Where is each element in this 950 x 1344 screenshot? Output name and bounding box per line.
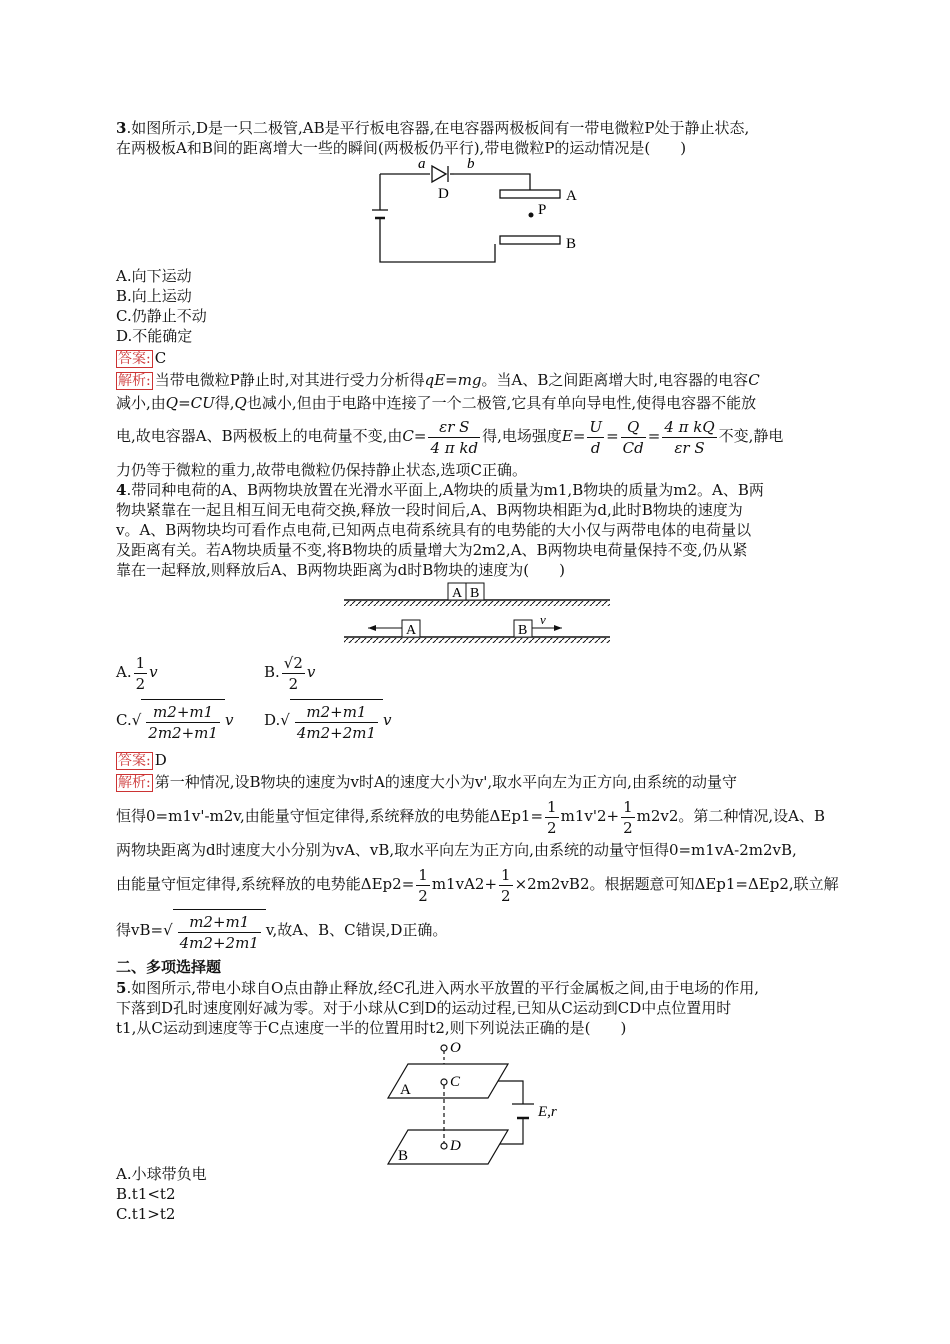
q4-stem-line1: 4.带同种电荷的A、B两物块放置在光滑水平面上,A物块的质量为m1,B物块的质量为m2。A、B两 [116, 481, 764, 499]
block-a-label-top: A [452, 586, 463, 601]
label-emf: E,r [538, 1104, 557, 1120]
block-b-label-top: B [470, 586, 480, 601]
q4-option-d: D.√ $\frac{m2+m1}{4m2+2m1}$ v [264, 698, 392, 744]
q3-analysis-line1: 解析: 当带电微粒P静止时,对其进行受力分析得qE=mg。当A、B之间距离增大时,电容器的电容C [118, 371, 760, 389]
particle-p [529, 213, 534, 218]
q4-analysis-line4: 由能量守恒定律得,系统释放的电势能ΔEp2= $\frac{1}{2}$ m1vA2+ $\frac{1}{2}$ ×2m2vB2。根据题意可知ΔEp1=ΔEp2,联立解 [116, 865, 839, 905]
q5-option-c: C.t1>t2 [116, 1205, 176, 1223]
q5-stem-line3: t1,从C运动到速度等于C点速度一半的位置用时t2,则下列说法正确的是( ) [116, 1019, 627, 1037]
q3-answer: 答案: C [118, 349, 167, 367]
q3-stem-line1: 3.如图所示,D是一只二极管,AB是平行板电容器,在电容器两极板间有一带电微粒P处于静止状态, [116, 119, 750, 137]
q4-option-b: B. $\frac{√2}{2}$ v [264, 653, 316, 693]
q4-analysis-line5: 得vB=√ $\frac{m2+m1}{4m2+2m1}$ v,故A、B、C错误,D正确。 [116, 908, 447, 954]
q4-answer: 答案: D [118, 751, 167, 769]
q5-plates-diagram [378, 1036, 578, 1168]
label-plate-b: B [566, 236, 577, 252]
q3-option-d: D.不能确定 [116, 327, 193, 345]
q5-option-a: A.小球带负电 [116, 1165, 207, 1183]
label-plate-a: A [400, 1082, 411, 1098]
q4-stem-line4: 及距离有关。若A物块质量不变,将B物块的质量增大为2m2,A、B两物块电荷量保持不变,仍从紧 [116, 541, 748, 559]
q3-option-b: B.向上运动 [116, 287, 192, 305]
q3-circuit-diagram [370, 152, 590, 270]
label-b: b [467, 156, 475, 172]
q3-option-a: A.向下运动 [116, 267, 192, 285]
q4-stem-line2: 物块紧靠在一起且相互间无电荷交换,释放一段时间后,A、B两物块相距为d,此时B物块的速度为 [116, 501, 743, 519]
label-plate-b: B [398, 1148, 409, 1164]
label-diode: D [438, 186, 449, 202]
section-title: 二、多项选择题 [116, 958, 222, 976]
label-a: a [418, 156, 426, 172]
q5-stem-line1: 5.如图所示,带电小球自O点由静止释放,经C孔进入两水平放置的平行金属板之间,由于电场的作用, [116, 979, 760, 997]
q5-option-b: B.t1<t2 [116, 1185, 176, 1203]
q3-option-c: C.仍静止不动 [116, 307, 207, 325]
q3-analysis-line4: 力仍等于微粒的重力,故带电微粒仍保持静止状态,选项C正确。 [116, 461, 528, 479]
q4-analysis-line2: 恒得0=m1v'-m2v,由能量守恒定律得,系统释放的电势能ΔEp1= $\frac{1}{2}$ m1v'2+ $\frac{1}{2}$ m2v2。第二种情况,设A、B [116, 797, 826, 837]
label-c: C [450, 1074, 461, 1090]
label-d: D [450, 1138, 461, 1154]
q3-analysis-line2: 减小,由Q=CU得,Q也减小,但由于电路中连接了一个二极管,它具有单向导电性,使得电容器不能放 [116, 394, 757, 412]
q4-analysis-line3: 两物块距离为d时速度大小分别为vA、vB,取水平向左为正方向,由系统的动量守恒得0=m1vA-2m2vB, [116, 841, 797, 859]
q3-stem-line2: 在两极板A和B间的距离增大一些的瞬间(两极板仍平行),带电微粒P的运动情况是( ) [116, 139, 687, 157]
q3-analysis-line3: 电,故电容器A、B两极板上的电荷量不变,由C= $\frac{\text{εr S}}{\text{4 π kd}}$ 得,电场强度E= $\frac{U}{d}$ = $\frac{Q}{Cd}$ = $\frac{\text{4 π kQ}}{\text{εr S}}$ 不变,静电 [116, 417, 784, 457]
block-a-label: A [406, 623, 417, 638]
block-b-label: B [518, 623, 528, 638]
q4-option-c: C.√ $\frac{m2+m1}{2m2+m1}$ v [116, 698, 233, 744]
plate-b [500, 236, 560, 244]
q4-option-a: A. $\frac{1}{2}$ v [116, 653, 158, 693]
label-o: O [450, 1040, 461, 1056]
label-plate-a: A [566, 188, 577, 204]
label-p: P [538, 202, 547, 218]
velocity-label: v [540, 612, 546, 627]
q4-blocks-diagram [340, 580, 615, 652]
q4-stem-line3: v。A、B两物块均可看作点电荷,已知两点电荷系统具有的电势能的大小仅与两带电体的电荷量以 [116, 521, 752, 539]
q4-analysis-line1: 解析: 第一种情况,设B物块的速度为v时A的速度大小为v',取水平向左为正方向,由系统的动量守 [118, 773, 737, 791]
plate-a [500, 190, 560, 198]
q5-stem-line2: 下落到D孔时速度刚好减为零。对于小球从C到D的运动过程,已知从C运动到CD中点位置用时 [116, 999, 732, 1017]
q4-stem-line5: 靠在一起释放,则释放后A、B两物块距离为d时B物块的速度为( ) [116, 561, 565, 579]
